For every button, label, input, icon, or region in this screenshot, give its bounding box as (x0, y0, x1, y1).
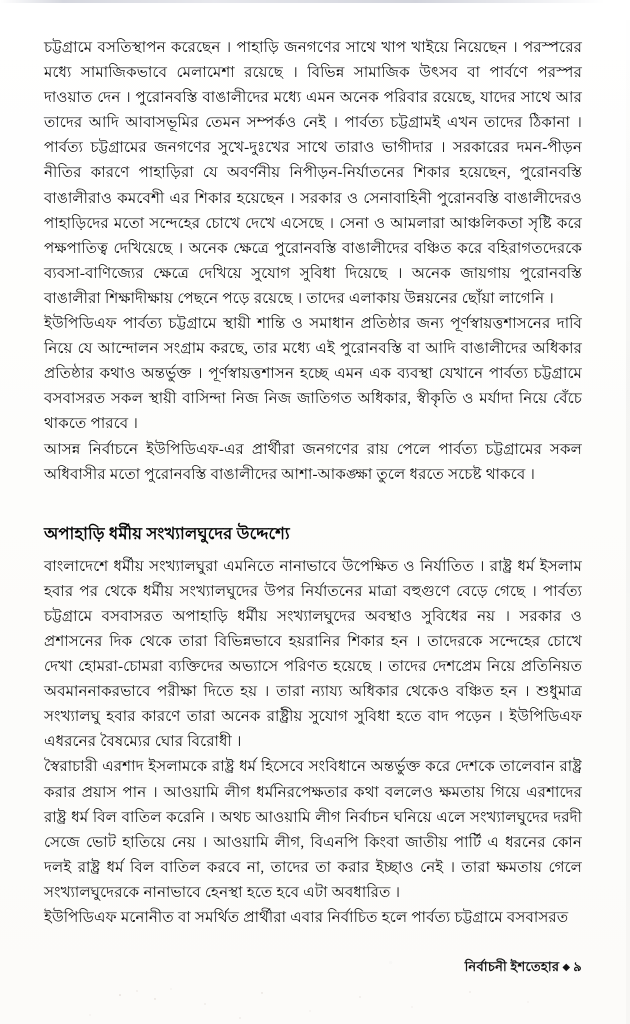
heading-bottom-spacer (44, 546, 582, 555)
body-paragraph-3: আসন্ন নির্বাচনে ইউপিডিএফ-এর প্রার্থীরা জনগণের রায় পেলে পার্বত্য চট্টগ্রামের সকল অধিবাসীর মতো পুরোনবস্তি বাঙালীদের আশা-আকঙ্ক্ষা তুলে ধরতে সচেষ্ট থাকবে । (44, 441, 582, 483)
diamond-icon: ◆ (562, 962, 571, 973)
page-content-column (44, 36, 582, 931)
scan-speckle-artifacts (0, 985, 630, 1024)
body-paragraph-4: বাংলাদেশে ধর্মীয় সংখ্যালঘুরা এমনিতে নানাভাবে উপেক্ষিত ও নির্যাতিত । রাষ্ট্র ধর্ম ইসলাম হবার পর থেকে ধর্মীয় সংখ্যালঘুদের উপর নির্যাতনের মাত্রা বহুগুণে বেড়ে গেছে । পার্বত্য চট্টগ্রামে বসবাসরত অপাহাড়ি ধর্মীয় সংখ্যালঘুদের অবস্থাও সুবিধের নয় । সরকার ও প্রশাসনের দিক থেকে তারা বিভিন্নভাবে হয়রানির শিকার হন । তাদেরকে সন্দেহের চোখে দেখা হোমরা-চোমরা ব্যক্তিদের অভ্যাসে পরিণত হয়েছে । তাদের দেশপ্রেম নিয়ে প্রতিনিয়ত অবমাননাকরভাবে পরীক্ষা দিতে হয় । তারা ন্যায্য অধিকার থেকেও বঞ্চিত হন । শুধুমাত্র সংখ্যালঘু হবার কারণে তারা অনেক রাষ্ট্রীয় সুযোগ সুবিধা হতে বাদ পড়েন । ইউপিডিএফ এধরনের বৈষম্যের ঘোর বিরোধী । (44, 558, 582, 751)
section-heading: অপাহাড়ি ধর্মীয় সংখ্যালঘুদের উদ্দেশ্যে (44, 523, 290, 543)
body-paragraph-6: ইউপিডিএফ মনোনীত বা সমর্থিত প্রার্থীরা এবার নির্বাচিত হলে পার্বত্য চট্টগ্রামে বসবাসরত (44, 910, 569, 926)
page-footer (44, 958, 582, 977)
body-paragraph-5: স্বৈরাচারী এরশাদ ইসলামকে রাষ্ট্র ধর্ম হিসেবে সংবিধানে অন্তর্ভুক্ত করে দেশকে তালেবান রাষ্ট্র করার প্রয়াস পান । আওয়ামি লীগ ধর্মনিরপেক্ষতার কথা বললেও ক্ষমতায় গিয়ে এরশাদের রাষ্ট্র ধর্ম বিল বাতিল করেনি । অথচ আওয়ামি লীগ নির্বাচন ঘনিয়ে এলে সংখ্যালঘুদের দরদী সেজে ভোট হাতিয়ে নেয় । আওয়ামি লীগ, বিএনপি কিংবা জাতীয় পার্টি এ ধরনের কোন দলই রাষ্ট্র ধর্ম বিল বাতিল করবে না, তাদের তা করার ইচ্ছাও নেই । তারা ক্ষমতায় গেলে সংখ্যালঘুদেরকে নানাভাবে হেনস্থা হতে হবে এটা অবধারিত । (44, 759, 582, 901)
heading-top-spacer (44, 488, 582, 522)
scan-top-edge-artifact (0, 0, 630, 3)
scan-right-edge-artifact (626, 0, 630, 1024)
body-paragraph-2: ইউপিডিএফ পার্বত্য চট্টগ্রামে স্থায়ী শান্তি ও সমাধান প্রতিষ্ঠার জন্য পূর্ণস্বায়ত্তশাসনের দাবি নিয়ে যে আন্দোলন সংগ্রাম করছে, তার মধ্যে এই পুরোনবস্তি বা আদি বাঙালীদের অধিকার প্রতিষ্ঠার কথাও অন্তর্ভুক্ত । পূর্ণস্বায়ত্তশাসন হচ্ছে এমন এক ব্যবস্থা যেখানে পার্বত্য চট্টগ্রামে বসবাসরত সকল স্থায়ী বাসিন্দা নিজ নিজ জাতিগত অধিকার, স্বীকৃতি ও মর্যাদা নিয়ে বেঁচে থাকতে পারবে । (44, 316, 582, 433)
body-paragraph-1: চট্টগ্রামে বসতিস্থাপন করেছেন । পাহাড়ি জনগণের সাথে খাপ খাইয়ে নিয়েছেন । পরস্পরের মধ্যে সামাজিকভাবে মেলামেশা রয়েছে । বিভিন্ন সামাজিক উৎসব বা পার্বণে পরস্পর দাওয়াত দেন । পুরোনবস্তি বাঙালীদের মধ্যে এমন অনেক পরিবার রয়েছে, যাদের সাথে আর তাদের আদি আবাসভূমির তেমন সম্পর্কও নেই । পার্বত্য চট্টগ্রামই এখন তাদের ঠিকানা । পার্বত্য চট্টগ্রামের জনগণের সুখে-দুঃখের সাথে তারাও ভাগীদার । সরকারের দমন-পীড়ন নীতির কারণে পাহাড়িরা যে অবর্ণনীয় নিপীড়ন-নির্যাতনের শিকার হয়েছেন, পুরোনবস্তি বাঙালীরাও কমবেশী এর শিকার হয়েছেন । সরকার ও সেনাবাহিনী পুরোনবস্তি বাঙালীদেরও পাহাড়িদের মতো সন্দেহের চোখে দেখে এসেছে । সেনা ও আমলারা আঞ্চলিকতা সৃষ্টি করে পক্ষপাতিত্ব দেখিয়েছে । অনেক ক্ষেত্রে পুরোনবস্তি বাঙালীদের বঞ্চিত করে বহিরাগতদেরকে ব্যবসা-বাণিজ্যের ক্ষেত্রে দেখিয়ে সুযোগ সুবিধা দিয়েছে । অনেক জায়গায় পুরোনবস্তি বাঙালীরা শিক্ষাদীক্ষায় পেছনে পড়ে রয়েছে । তাদের এলাকায় উন্নয়নের ছোঁয়া লাগেনি । (44, 40, 582, 307)
page-number: ৯ (573, 959, 582, 974)
footer-title: নির্বাচনী ইশতেহার (464, 959, 560, 974)
